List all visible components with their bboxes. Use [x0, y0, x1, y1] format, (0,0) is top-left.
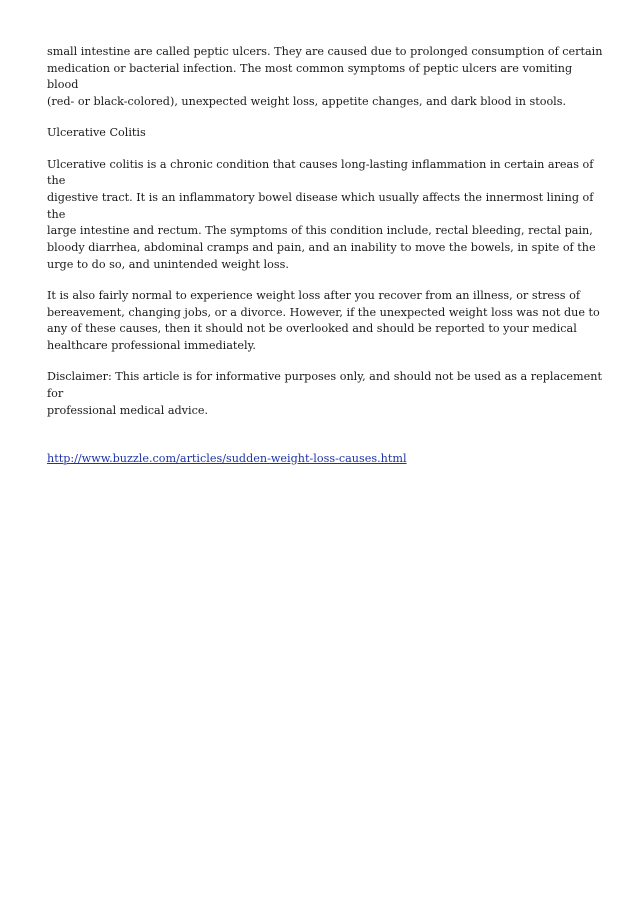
document-page: [47, 44, 607, 482]
source-link-container: [47, 434, 607, 467]
paragraph-weight-loss-recovery: It is also fairly normal to experience weight loss after you recover from an illness, or stress of bereavement, changing jobs, or a divorce. However, if the unexpected weight loss was not due to any of these causes, then it should not be overlooked and should be reported to your medical healthcare professional immediately.: [47, 288, 600, 353]
section-heading-ulcerative-colitis: Ulcerative Colitis: [47, 126, 146, 140]
paragraph-ulcerative-colitis: Ulcerative colitis is a chronic condition that causes long-lasting inflammation in certain areas of the digestive tract. It is an inflammatory bowel disease which usually affects the innermost lining of the large intestine and rectum. The symptoms of this condition include, rectal bleeding, rectal pain, bloody diarrhea, abdominal cramps and pain, and an inability to move the bowels, in spite of the urge to do so, and unintended weight loss.: [47, 157, 596, 271]
paragraph-disclaimer: Disclaimer: This article is for informative purposes only, and should not be used as a replacement for professional medical advice.: [47, 370, 602, 417]
paragraph-peptic-ulcers: small intestine are called peptic ulcers. They are caused due to prolonged consumption of certain medication or bacterial infection. The most common symptoms of peptic ulcers are vomiting blood (red- or black-colored), unexpected weight loss, appetite changes, and dark blood in stools.: [47, 45, 603, 109]
source-link[interactable]: http://www.buzzle.com/articles/sudden-weight-loss-causes.html: [47, 451, 407, 465]
